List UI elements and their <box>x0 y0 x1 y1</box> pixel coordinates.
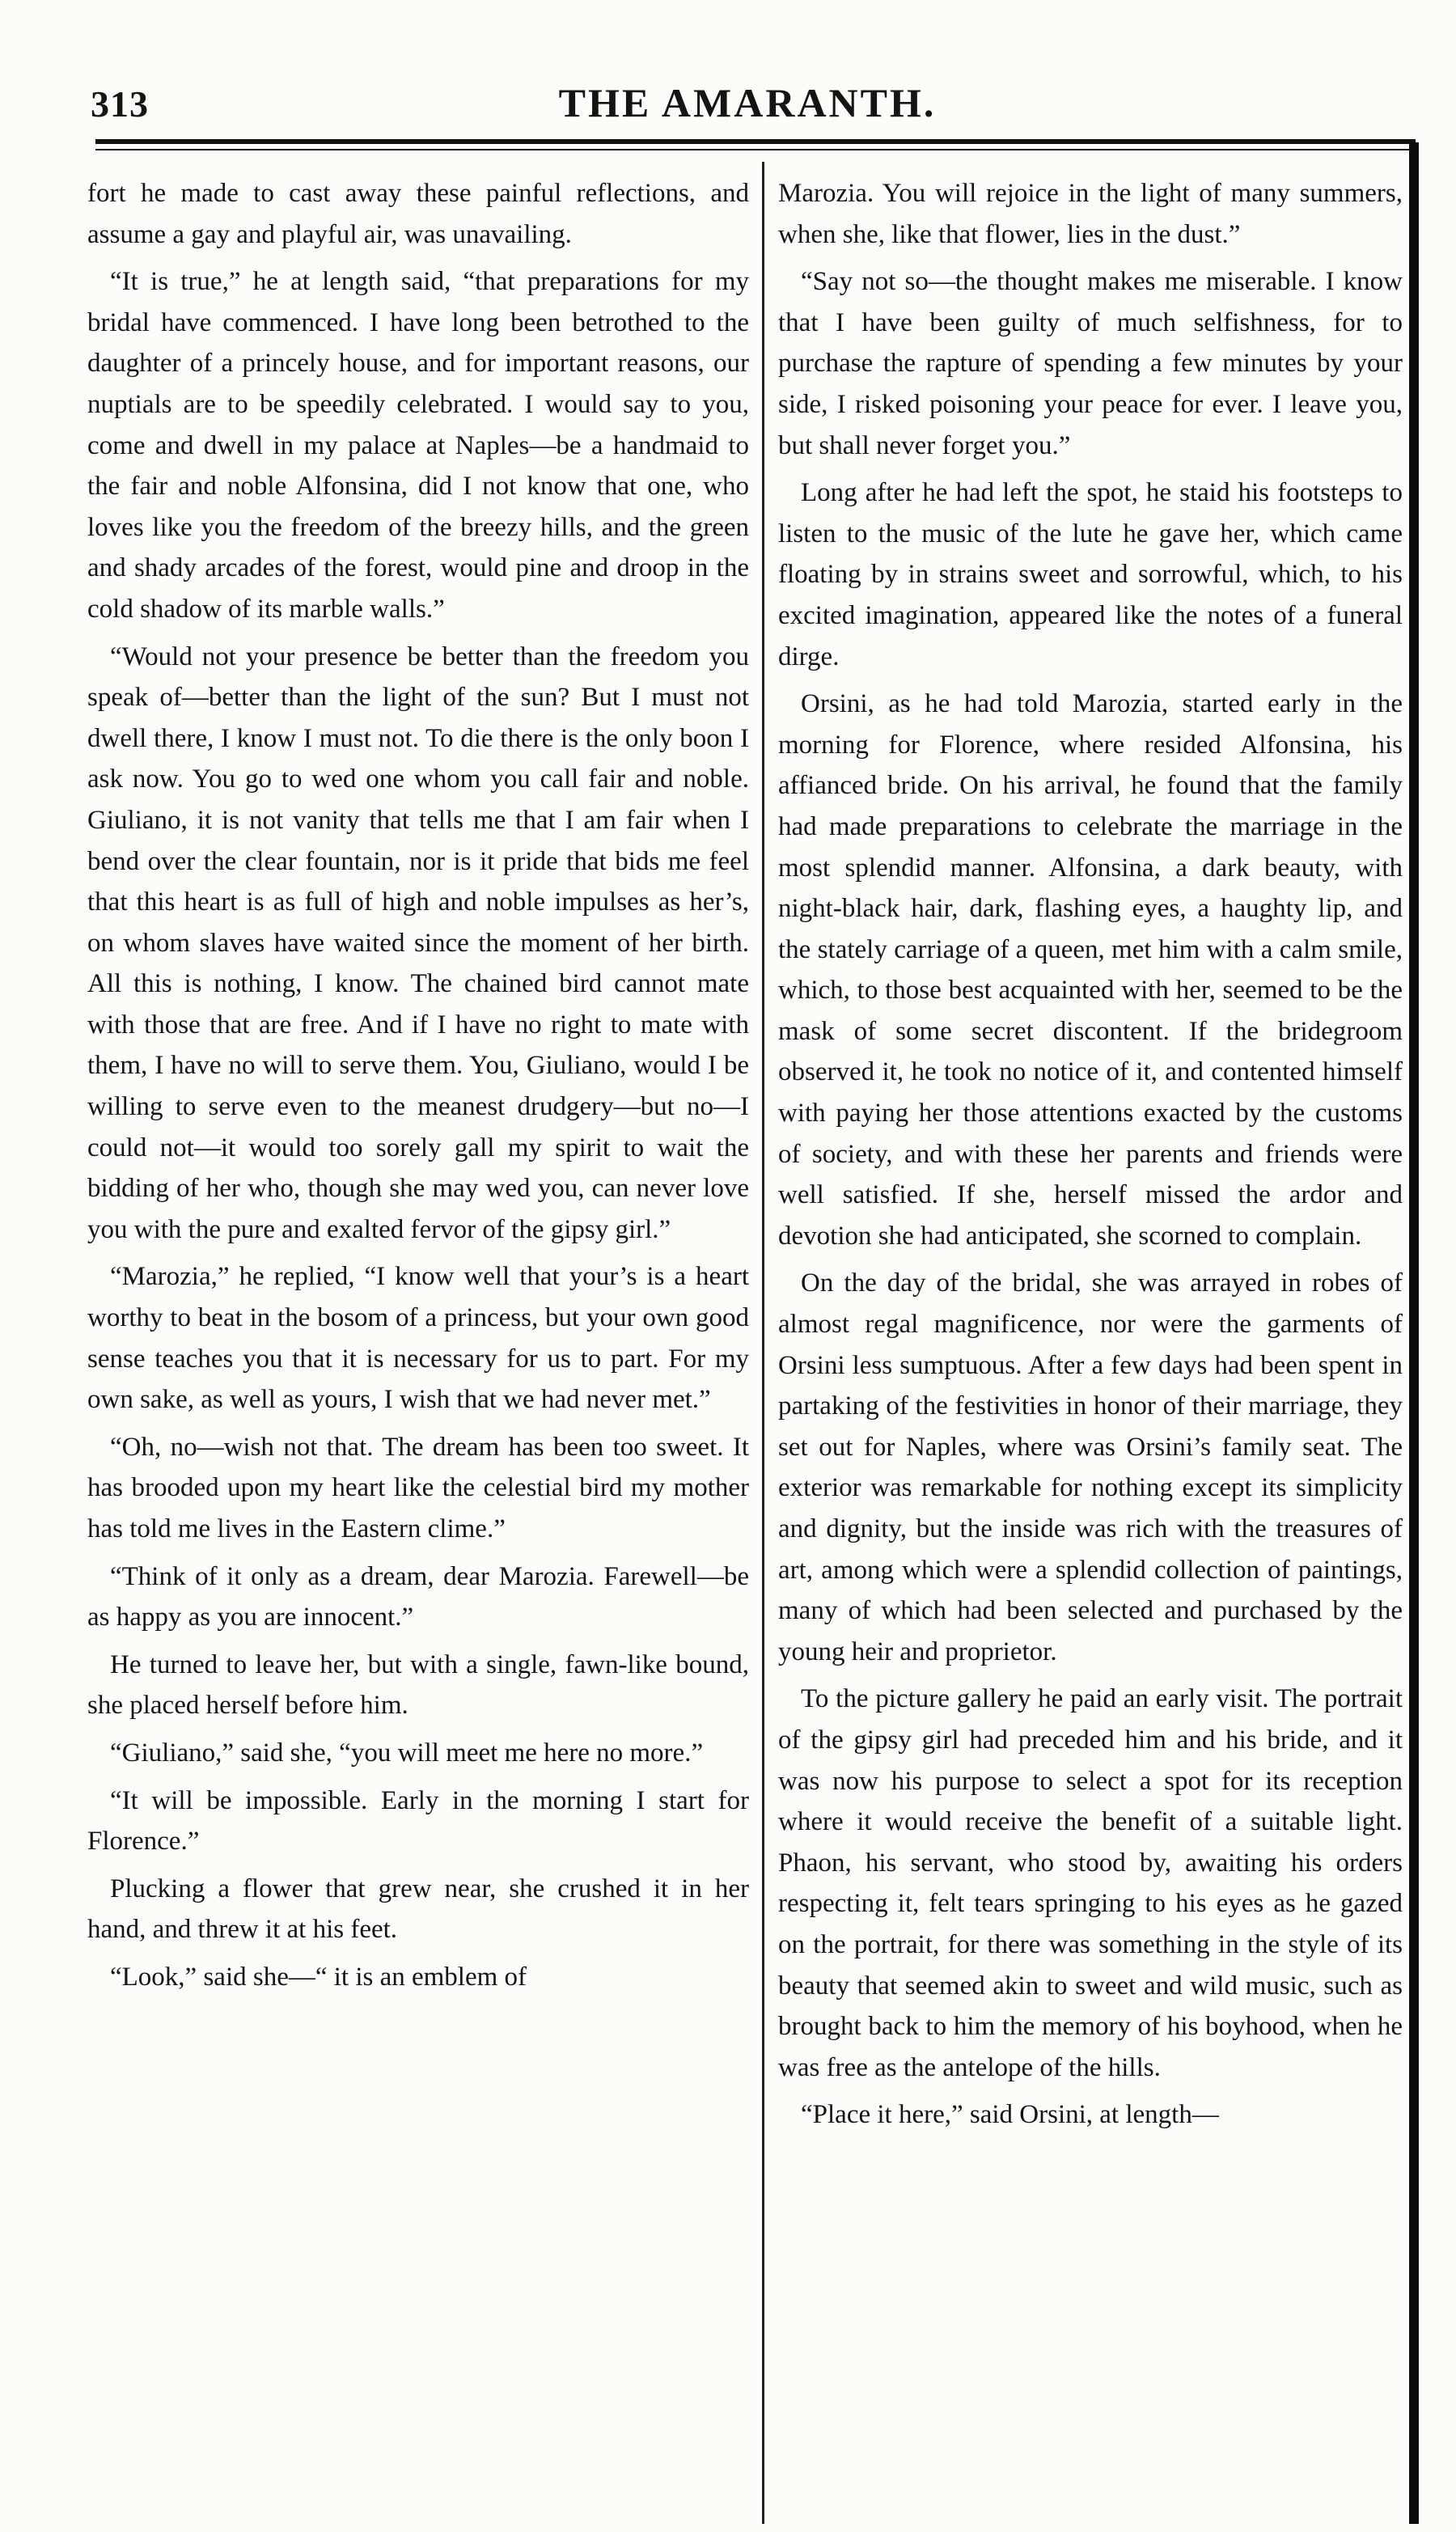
paragraph: “Oh, no—wish not that. The dream has been too sweet. It has brooded upon my heart like the celestial bird my mother has told me lives in the Eastern clime.” <box>87 1432 749 1543</box>
running-head: THE AMARANTH. <box>558 80 937 125</box>
paragraph: “Place it here,” said Orsini, at length— <box>801 2100 1219 2130</box>
page-number: 313 <box>91 83 149 125</box>
right-column <box>778 173 1403 2519</box>
paragraph: He turned to leave her, but with a single, fawn-like bound, she placed herself before him. <box>87 1649 749 1721</box>
paragraph: On the day of the bridal, she was arrayed in robes of almost regal magnificence, nor were the garments of Orsini less sumptuous. After a few days had been spent in partaking of the festivities in honor of their marriage, they set out for Naples, where was Orsini’s family seat. The exterior was remarkable for nothing except its simplicity and dignity, but the inside was rich with the treasures of art, among which were a splendid collection of paintings, many of which had been selected and purchased by the young heir and proprietor. <box>778 1268 1403 1666</box>
page-header <box>87 68 1407 133</box>
column-divider <box>762 162 764 2524</box>
paragraph: “Look,” said she—“ it is an emblem of <box>110 1962 527 1992</box>
paragraph: “Say not so—the thought makes me miserable. I know that I have been guilty of much selfishness, for to purchase the rapture of spending a few minutes by your side, I risked poisoning your peace for ever. I leave you, but shall never forget you.” <box>778 267 1403 460</box>
paragraph: “Think of it only as a dream, dear Marozia. Farewell—be as happy as you are innocent.” <box>87 1561 749 1632</box>
paragraph: “Marozia,” he replied, “I know well that your’s is a heart worthy to beat in the bosom of a princess, but your own good sense teaches you that it is necessary for us to part. For my own sake, as well as yours, I wish that we had never met.” <box>87 1262 749 1415</box>
paragraph: fort he made to cast away these painful reflections, and assume a gay and playful air, was unavailing. <box>87 179 749 249</box>
paragraph: “It will be impossible. Early in the morning I start for Florence.” <box>87 1785 749 1857</box>
paragraph: Marozia. You will rejoice in the light of many summers, when she, like that flower, lies in the dust.” <box>778 179 1403 249</box>
paragraph: Plucking a flower that grew near, she crushed it in her hand, and threw it at his feet. <box>87 1874 749 1945</box>
paragraph: Orsini, as he had told Marozia, started early in the morning for Florence, where resided Alfonsina, his affianced bride. On his arrival, he found that the family had made preparations to celebrate the marriage in the most splendid manner. Alfonsina, a dark beauty, with night-black hair, dark, flashing eyes, a haughty lip, and the stately carriage of a queen, met him with a calm smile, which, to those best acquainted with her, seemed to be the mask of some secret discontent. If the bridegroom observed it, he took no notice of it, and contented himself with paying her those attentions exacted by the customs of society, and with these her parents and friends were well satisfied. If she, herself missed the ardor and devotion she had anticipated, she scorned to complain. <box>778 689 1403 1251</box>
header-rule-thin <box>95 149 1416 150</box>
header-rule-thick <box>95 139 1416 144</box>
paragraph: To the picture gallery he paid an early visit. The portrait of the gipsy girl had preceded him and his bride, and it was now his purpose to select a spot for its reception where it would receive the benefit of a suitable light. Phaon, his servant, who stood by, awaiting his orders respecting it, felt tears springing to his eyes as he gazed on the portrait, for there was something in the style of its beauty that seemed akin to sweet and wild music, such as brought back to him the memory of his boyhood, when he was free as the antelope of the hills. <box>778 1684 1403 2082</box>
paragraph: Long after he had left the spot, he staid his footsteps to listen to the music of the lute he gave her, which came floating by in strains sweet and sorrowful, which, to his excited imagination, appeared like the notes of a funeral dirge. <box>778 478 1403 671</box>
paragraph: “Would not your presence be better than the freedom you speak of—better than the light of the sun? But I must not dwell there, I know I must not. To die there is the only boon I ask now. You go to wed one whom you call fair and noble. Giuliano, it is not vanity that tells me that I am fair when I bend over the clear fountain, nor is it pride that bids me feel that this heart is as full of high and noble impulses as her’s, on whom slaves have waited since the moment of her birth. All this is nothing, I know. The chained bird cannot mate with those that are free. And if I have no right to mate with them, I have no will to serve them. You, Giuliano, would I be willing to serve even to the meanest drudgery—but no—I could not—it would too sorely gall my spirit to wait the bidding of her who, though she may wed you, can never love you with the pure and exalted fervor of the gipsy girl.” <box>87 641 749 1244</box>
page-binding-edge <box>1409 142 1419 2524</box>
paragraph: “It is true,” he at length said, “that preparations for my bridal have commenced. I have long been betrothed to the daughter of a princely house, and for important reasons, our nuptials are to be speedily celebrated. I would say to you, come and dwell in my palace at Naples—be a handmaid to the fair and noble Alfonsina, did I not know that one, who loves like you the freedom of the breezy hills, and the green and shady arcades of the forest, would pine and droop in the cold shadow of its marble walls.” <box>87 267 749 624</box>
paragraph: “Giuliano,” said she, “you will meet me here no more.” <box>110 1738 704 1768</box>
left-column <box>87 173 749 2519</box>
